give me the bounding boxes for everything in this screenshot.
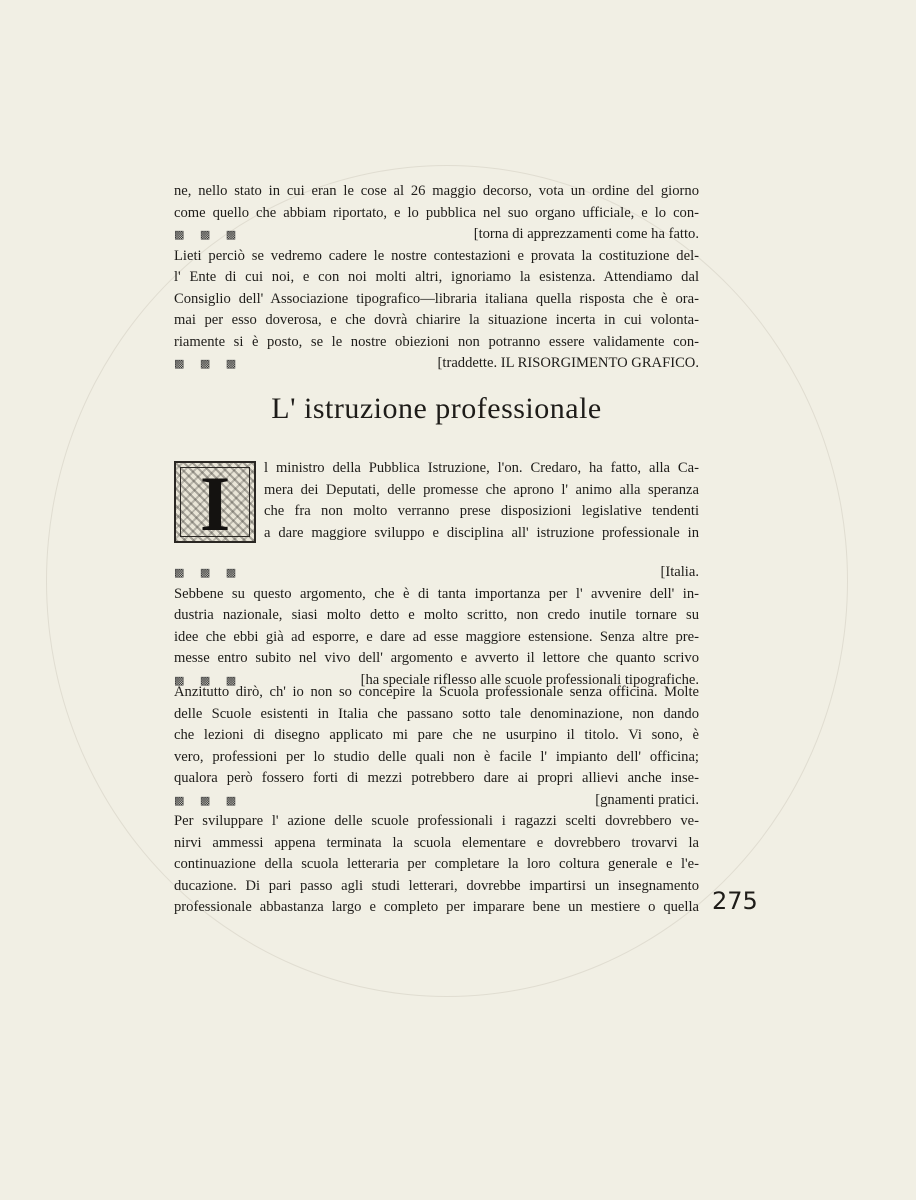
paragraph-third xyxy=(174,682,699,919)
text-line: che lezioni di disegno applicato mi pare che ne usurpino il titolo. Vi sono, è xyxy=(174,727,699,743)
decorated-initial xyxy=(174,460,256,547)
text-line: vero, professioni per lo studio delle quali non è facile l' impianto dell' officina; xyxy=(174,748,699,765)
text-line: l ministro della Pubblica Istruzione, l'on. Credaro, ha fatto, alla Ca- xyxy=(264,460,699,476)
paragraph-second xyxy=(174,562,699,691)
text-line: Sebbene su questo argomento, che è di tanta importanza per l' avvenire dell' in- xyxy=(174,585,699,602)
text-line: a dare maggiore sviluppo e disciplina all' istruzione professionale in xyxy=(264,524,699,541)
line-tail-text: [Italia. xyxy=(660,564,699,580)
paragraph-continuation xyxy=(174,181,699,375)
page-number: 275 xyxy=(712,887,758,915)
text-line: Consiglio dell' Associazione tipografico—libraria italiana quella risposta che è ora- xyxy=(174,290,699,307)
text-line: qualora però fossero forti di mezzi potrebbero dare ai propri allievi anche inse- xyxy=(174,770,699,786)
text-line-tail xyxy=(174,224,699,246)
decorated-initial-letter: I xyxy=(199,460,231,547)
text-line: continuazione della scuola letteraria per completare la loro coltura generale e l'e- xyxy=(174,856,699,872)
text-line: mai per esso doverosa, e che dovrà chiarire la situazione incerta in cui volonta- xyxy=(174,312,699,328)
line-tail-text: [traddette. IL RISORGIMENTO GRAFICO. xyxy=(437,355,699,371)
text-line: messe entro subito nel vivo dell' argomento e avverto il lettore che quanto scrivo xyxy=(174,650,699,666)
ornament-icon: ▩ ▩ ▩ xyxy=(174,673,243,687)
text-line: professionale abbastanza largo e completo per imparare bene un mestiere o quella xyxy=(174,899,699,915)
text-line: nirvi ammessi appena terminata la scuola elementare e dovrebbero trovarvi la xyxy=(174,834,699,851)
opening-lines xyxy=(264,458,699,544)
ornament-icon: ▩ ▩ ▩ xyxy=(174,566,243,579)
text-line-tail xyxy=(174,353,699,375)
text-line: Lieti perciò se vedremo cadere le nostre contestazioni e provata la costituzione del- xyxy=(174,247,699,264)
text-line: delle Scuole esistenti in Italia che passano sotto tale denominazione, non dando xyxy=(174,705,699,722)
text-line: Anzitutto dirò, ch' io non so concepire la Scuola professionale senza officina. Molte xyxy=(174,684,699,700)
text-line: ne, nello stato in cui eran le cose al 26 maggio decorso, vota un ordine del giorno xyxy=(174,183,699,199)
text-line-tail xyxy=(174,790,699,812)
line-tail-text: [gnamenti pratici. xyxy=(595,791,699,808)
text-line: l' Ente di cui noi, e con noi molti altri, ignoriamo la esistenza. Attendiamo dal xyxy=(174,269,699,285)
ornament-icon: ▩ ▩ ▩ xyxy=(174,228,243,241)
opening-paragraph xyxy=(174,458,699,547)
text-line: mera dei Deputati, delle promesse che aprono l' animo alla speranza xyxy=(264,481,699,498)
text-line: ducazione. Di pari passo agli studi letterari, dovrebbe impartirsi un insegnamento xyxy=(174,877,699,894)
text-line: Per sviluppare l' azione delle scuole professionali i ragazzi scelti dovrebbero ve- xyxy=(174,813,699,829)
ornament-icon: ▩ ▩ ▩ xyxy=(174,793,243,807)
text-line: riamente si è posto, se le nostre obiezioni non potranno essere validamente con- xyxy=(174,333,699,350)
line-tail-text: [ha speciale riflesso alle scuole professionali tipografiche. xyxy=(360,671,699,688)
line-tail-text: [torna di apprezzamenti come ha fatto. xyxy=(473,226,699,242)
ornament-icon: ▩ ▩ ▩ xyxy=(174,357,243,370)
text-line: dustria nazionale, siasi molto detto e molto scritto, non credo inutile tornare su xyxy=(174,607,699,623)
text-line-tail xyxy=(174,562,699,584)
text-line: come quello che abbiam riportato, e lo pubblica nel suo organo ufficiale, e lo con- xyxy=(174,204,699,221)
article-heading: L' istruzione professionale xyxy=(271,392,602,425)
text-line: idee che ebbi già ad esporre, e dare ad esse maggiore estensione. Senza altre pre- xyxy=(174,628,699,645)
text-line: che fra non molto verranno prese disposizioni legislative tendenti xyxy=(264,503,699,519)
